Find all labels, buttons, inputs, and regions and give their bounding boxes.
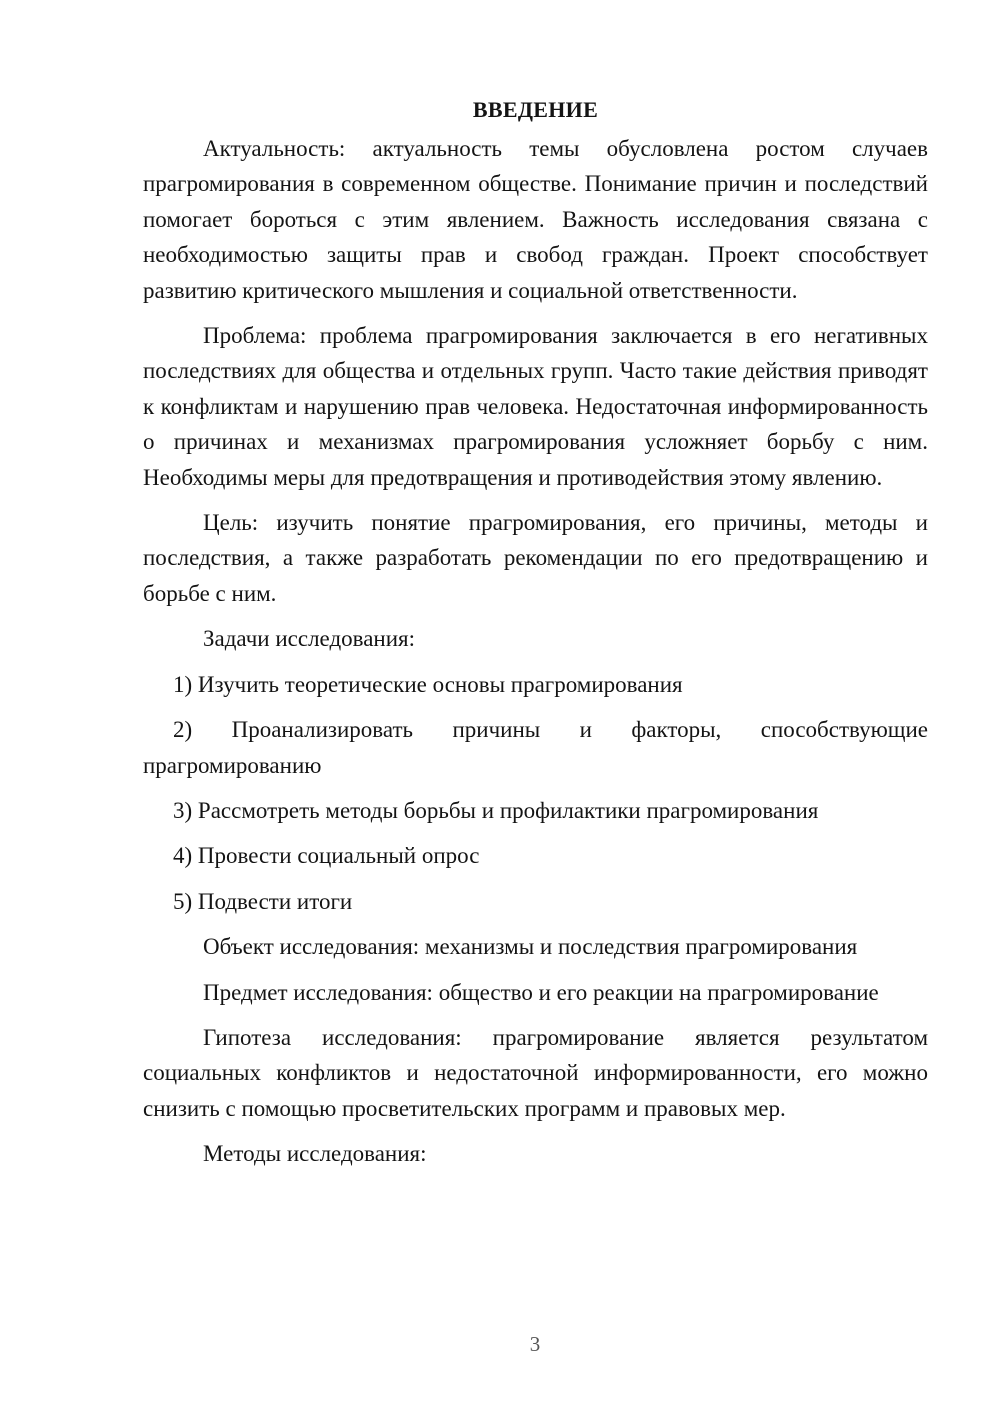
task-item: 3) Рассмотреть методы борьбы и профилактики прагромирования — [173, 797, 819, 823]
subject-paragraph: Предмет исследования: общество и его реакции на прагромирование — [203, 979, 879, 1005]
page-content — [143, 93, 928, 1182]
task-item: 2) Проанализировать причины и факторы, способствующие прагромированию — [143, 717, 928, 778]
object-paragraph: Объект исследования: механизмы и последствия прагромирования — [203, 934, 858, 960]
tasks-heading: Задачи исследования: — [203, 626, 416, 652]
task-item: 5) Подвести итоги — [173, 888, 353, 914]
task-item: 1) Изучить теоретические основы прагромирования — [173, 671, 683, 697]
problem-paragraph: Проблема: проблема прагромирования заключается в его негативных последствиях для общества и отдельных групп. Часто такие действия приводят к конфликтам и нарушению прав человека. Недостаточная информированность о причинах и механизмах прагромирования усложняет борьбу с ним. Необходимы меры для предотвращения и противодействия этому явлению. — [143, 323, 928, 490]
hypothesis-paragraph: Гипотеза исследования: прагромирование является результатом социальных конфликтов и недостаточной информированности, его можно снизить с помощью просветительских программ и правовых мер. — [143, 1024, 928, 1121]
goal-paragraph: Цель: изучить понятие прагромирования, его причины, методы и последствия, а также разработать рекомендации по его предотвращению и борьбе с ним. — [143, 510, 928, 606]
section-title: ВВЕДЕНИЕ — [472, 97, 599, 122]
methods-heading: Методы исследования: — [203, 1141, 427, 1167]
page-number: 3 — [529, 1332, 541, 1356]
task-item: 4) Провести социальный опрос — [173, 843, 480, 869]
relevance-paragraph: Актуальность: актуальность темы обусловлена ростом случаев прагромирования в современном обществе. Понимание причин и последствий помогает бороться с этим явлением. Важность исследования связана с необходимостью защиты прав и свобод граждан. Проект способствует развитию критического мышления и социальной ответственности. — [143, 136, 928, 303]
